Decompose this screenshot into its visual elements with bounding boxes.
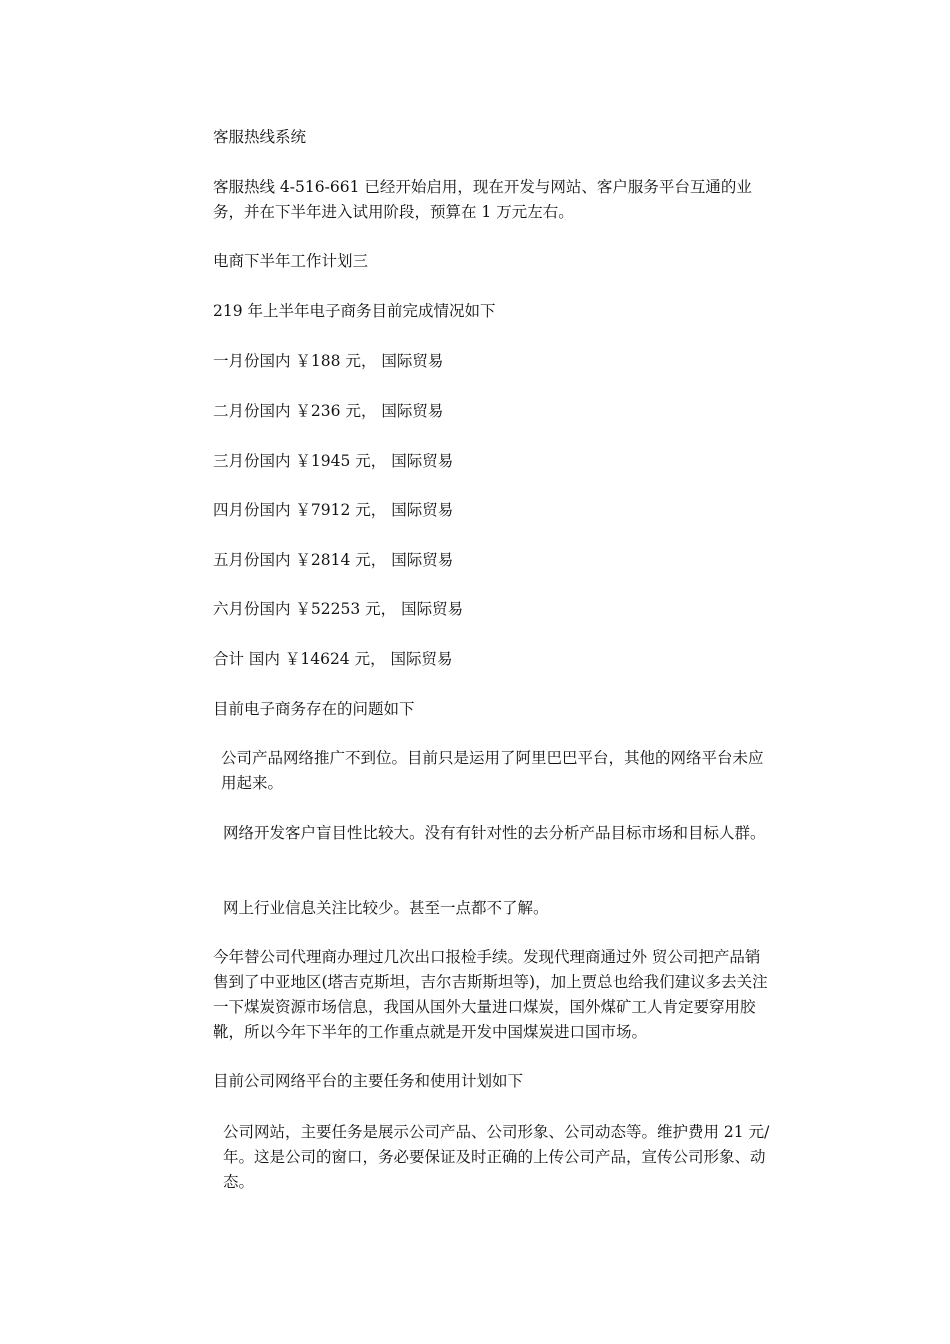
paragraph-company-website: 公司网站，主要任务是展示公司产品、公司形象、公司动态等。维护费用 21 元/年。这是公司的窗口，务必要保证及时正确的上传公司产品，宣传公司形象、动态。 xyxy=(223,1123,770,1191)
line-april: 四月份国内 ￥7912 元， 国际贸易 xyxy=(213,501,454,519)
paragraph-hotline: 客服热线 4-516-661 已经开始启用，现在开发与网站、客户服务平台互通的业务，并在下半年进入试用阶段，预算在 1 万元左右。 xyxy=(213,178,752,221)
line-march: 三月份国内 ￥1945 元， 国际贸易 xyxy=(213,452,454,470)
line-january: 一月份国内 ￥188 元， 国际贸易 xyxy=(213,352,444,370)
line-february: 二月份国内 ￥236 元， 国际贸易 xyxy=(213,402,444,420)
heading-plan-three: 电商下半年工作计划三 xyxy=(213,252,369,270)
heading-problems: 目前电子商务存在的问题如下 xyxy=(213,700,415,718)
line-total: 合计 国内 ￥14624 元， 国际贸易 xyxy=(213,650,453,668)
paragraph-problem-promotion: 公司产品网络推广不到位。目前只是运用了阿里巴巴平台，其他的网络平台未应用起来。 xyxy=(221,749,764,792)
paragraph-problem-blind-development: 网络开发客户盲目性比较大。没有有针对性的去分析产品目标市场和目标人群。 xyxy=(223,824,766,842)
line-may: 五月份国内 ￥2814 元， 国际贸易 xyxy=(213,551,454,569)
paragraph-problem-industry-info: 网上行业信息关注比较少。甚至一点都不了解。 xyxy=(223,899,549,917)
heading-platform-tasks: 目前公司网络平台的主要任务和使用计划如下 xyxy=(213,1072,524,1090)
heading-first-half-status: 219 年上半年电子商务目前完成情况如下 xyxy=(213,302,496,320)
line-june: 六月份国内 ￥52253 元， 国际贸易 xyxy=(213,600,464,618)
heading-hotline-system: 客服热线系统 xyxy=(213,128,307,146)
paragraph-agent-export: 今年替公司代理商办理过几次出口报检手续。发现代理商通过外 贸公司把产品销售到了中亚地区(塔吉克斯坦，吉尔吉斯斯坦等)，加上贾总也给我们建议多去关注一下煤炭资源市场信息，我国从国外大量进口煤炭，国外煤矿工人肯定要穿用胶靴，所以今年下半年的工作重点就是开发中国煤炭进口国市场。 xyxy=(213,948,768,1041)
